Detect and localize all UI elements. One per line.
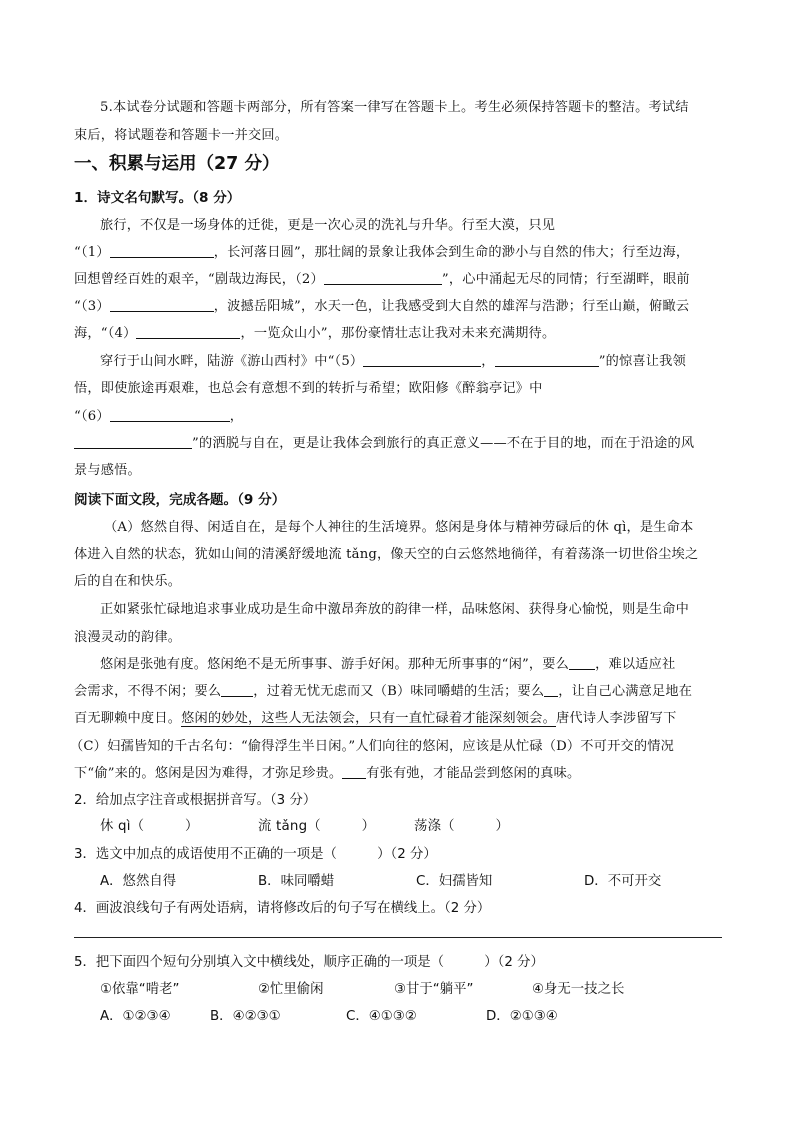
answer-blank-1[interactable]: [110, 244, 214, 258]
reading-text: 有张有弛，才能品尝到悠闲的真味。: [366, 766, 581, 781]
reading-text: ，让自己心满意足地在: [558, 684, 693, 699]
q1-blank-label: “（3）: [74, 299, 110, 314]
reading-text: 下“偷”来的。悠闲是因为难得，才弥足珍贵。: [74, 766, 343, 781]
reading-line: 体进入自然的状态，犹如山间的清溪舒缓地流 tǎng，像天空的白云悠然地徜徉，有着荡涤一切世俗尘埃之: [74, 547, 699, 562]
q1-title: 1．诗文名句默写。（8 分）: [74, 190, 241, 206]
reading-line: 正如紧张忙碌地追求事业成功是生命中激昂奔放的韵律一样，品味悠闲、获得身心愉悦，则是生命中: [100, 602, 690, 617]
notice-line-1: [100, 96, 730, 115]
q1-text: ，波撼岳阳城”，水天一色，让我感受到大自然的雄浑与浩渺；行至山巅，俯瞰云: [213, 299, 690, 314]
q1-blank-label: “（1）: [74, 245, 110, 260]
q1-para-line: 景与感悟。: [74, 463, 141, 478]
q2-item-2: 流 tǎng（ ）: [258, 819, 376, 834]
reading-text: 唐代诗人李涉留写下: [555, 711, 677, 726]
q2-title: 2．给加点字注音或根据拼音写。（3 分）: [74, 793, 317, 808]
answer-blank-3[interactable]: [110, 298, 214, 312]
reading-line: [100, 653, 750, 672]
q1-text: 回想曾经百姓的艰辛，“剧哉边海民，（2）: [74, 272, 324, 287]
q1-text: ，: [229, 409, 244, 424]
reading-text: ，过着无忧无虑而又（B）味同嚼蜡的生活；要么: [253, 684, 545, 699]
q3-option-d[interactable]: D．不可开交: [584, 874, 662, 889]
answer-blank-5b[interactable]: [495, 353, 599, 367]
reading-line: 浪漫灵动的韵律。: [74, 630, 182, 645]
answer-blank-5a[interactable]: [363, 353, 481, 367]
q1-para-line: [100, 350, 750, 369]
reading-line: （A）悠然自得、闲适自在，是每个人神往的生活境界。悠闲是身体与精神劳碌后的休 qì，是生命本: [104, 520, 694, 535]
q5-option-c[interactable]: C．④①③②: [346, 1009, 417, 1024]
reading-text: 会需求，不得不闲；要么: [74, 684, 222, 699]
reading-line: [74, 762, 724, 781]
q1-para-line: [74, 405, 724, 424]
q1-text: ”的惊喜让我领: [598, 354, 686, 369]
q1-text: ”的洒脱与自在，更是让我体会到旅行的真正意义——不在于目的地，而在于沿途的风: [192, 436, 695, 451]
q1-text: ”，心中涌起无尽的同情；行至湖畔，眼前: [441, 272, 690, 287]
reading-line: [74, 680, 724, 699]
q5-title: 5．把下面四个短句分别填入文中横线处，顺序正确的一项是（ ）（2 分）: [74, 955, 544, 970]
q3-title: 3．选文中加点的成语使用不正确的一项是（ ）（2 分）: [74, 847, 437, 862]
q1-para-line: [74, 322, 724, 341]
q1-para-line: [74, 268, 724, 287]
notice-text-2: 束后，将试题卷和答题卡一并交回。: [74, 128, 289, 143]
reading-blank-2[interactable]: [221, 683, 253, 697]
q1-text: 穿行于山间水畔，陆游《游山西村》中“（5）: [100, 354, 364, 369]
answer-blank-4[interactable]: [136, 325, 240, 339]
answer-blank-6b[interactable]: [74, 435, 192, 449]
reading-line: 后的自在和快乐。: [74, 574, 182, 589]
q1-text: ，一览众山小”，那份豪情壮志让我对未来充满期待。: [240, 326, 556, 341]
q4-answer-line[interactable]: [74, 937, 722, 938]
q1-para-line: [74, 432, 724, 451]
q5-option-a[interactable]: A．①②③④: [100, 1009, 171, 1024]
q5-phrase-3: ③甘于“躺平”: [394, 982, 474, 997]
reading-line: [74, 707, 724, 726]
section-title: 一、积累与运用（27 分）: [74, 154, 280, 174]
reading-blank-4[interactable]: [342, 765, 366, 779]
answer-blank-2[interactable]: [324, 271, 442, 285]
q4-title: 4．画波浪线句子有两处语病，请将修改后的句子写在横线上。（2 分）: [74, 901, 491, 916]
reading-text: 悠闲是张弛有度。悠闲绝不是无所事事、游手好闲。那种无所事事的“闲”，要么: [100, 657, 570, 672]
q3-option-c[interactable]: C．妇孺皆知: [416, 874, 493, 889]
reading-title: 阅读下面文段，完成各题。（9 分）: [74, 492, 286, 508]
q1-text: ，: [481, 354, 495, 369]
q1-para-line: 旅行，不仅是一场身体的迁徙，更是一次心灵的洗礼与升华。行至大漠，只见: [100, 218, 556, 233]
reading-text: ，难以适应社: [595, 657, 676, 672]
q1-para-line: [74, 241, 724, 260]
q5-option-b[interactable]: B．④②③①: [210, 1009, 281, 1024]
q5-phrase-2: ②忙里偷闲: [258, 982, 324, 997]
q3-option-a[interactable]: A．悠然自得: [100, 874, 177, 889]
reading-line: （C）妇孺皆知的千古名句：“偷得浮生半日闲。”人们向往的悠闲，应该是从忙碌（D）不可开交的情况: [70, 739, 675, 754]
notice-text-1: 5.本试卷分试题和答题卡两部分，所有答案一律写在答题卡上。考生必须保持答题卡的整洁。考试结: [100, 100, 689, 115]
q1-blank-label: “（6）: [74, 409, 110, 424]
reading-blank-1[interactable]: [569, 656, 595, 670]
q2-item-3: 荡涤（ ）: [414, 819, 510, 834]
answer-blank-6a[interactable]: [110, 408, 230, 422]
q3-option-b[interactable]: B．味同嚼蜡: [258, 874, 335, 889]
q2-item-1: 休 qì（ ）: [100, 819, 199, 834]
notice-line-2: [74, 124, 724, 143]
wavy-sentence: 悠闲的妙处，这些人无法领会，只有一直忙碌着才能深刻领会。: [181, 711, 556, 726]
q5-phrase-4: ④身无一技之长: [532, 982, 625, 997]
q1-para-line: [74, 295, 724, 314]
q1-para-line: 悟，即使旅途再艰难，也总会有意想不到的转折与希望；欧阳修《醉翁亭记》中: [74, 381, 543, 396]
q5-option-d[interactable]: D．②①③④: [486, 1009, 558, 1024]
q1-blank-label: 海，“（4）: [74, 326, 137, 341]
reading-blank-3[interactable]: [544, 683, 558, 697]
q5-phrase-1: ①依靠“啃老”: [100, 982, 180, 997]
q1-text: ，长河落日圆”，那壮阔的景象让我体会到生命的渺小与自然的伟大；行至边海，: [213, 245, 690, 260]
reading-text: 百无聊赖中度日。: [74, 711, 182, 726]
